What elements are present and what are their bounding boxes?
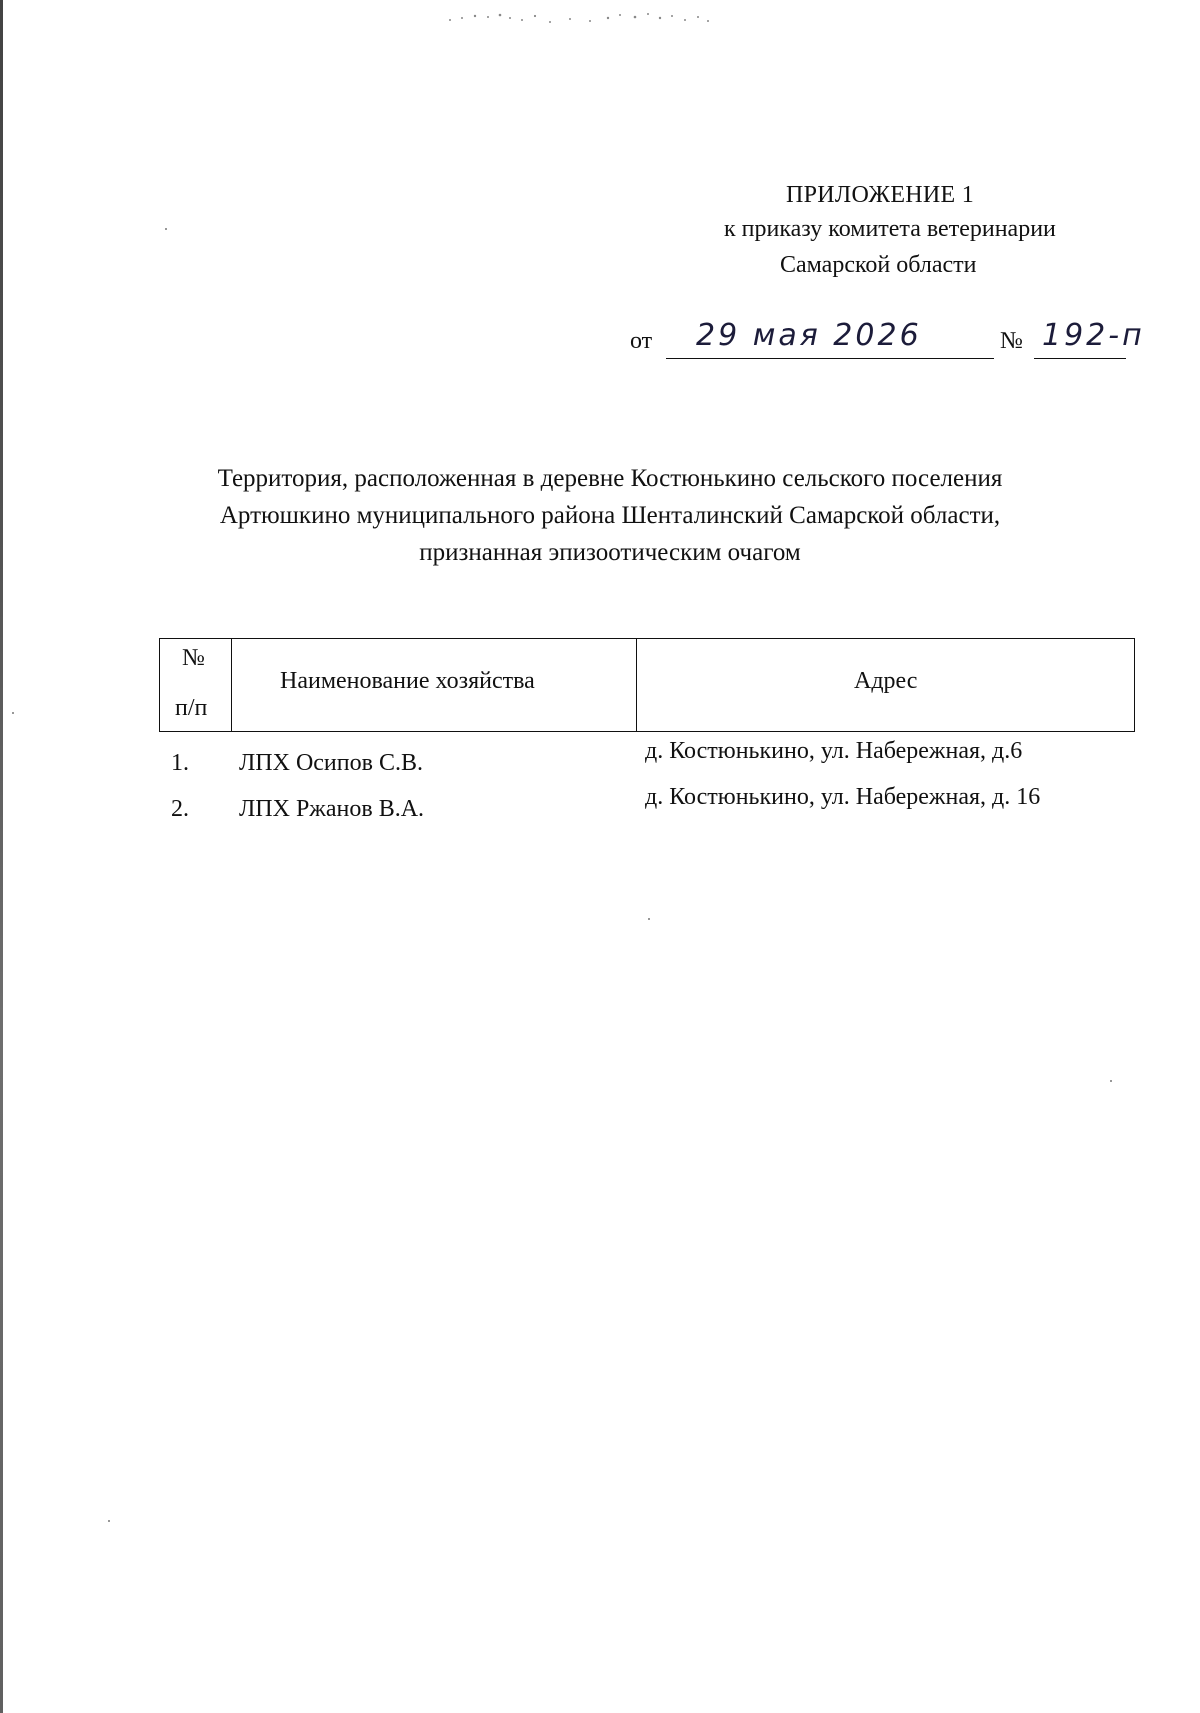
title-line: признанная эпизоотическим очагом [419,539,801,566]
handwritten-date: 29 мая 2026 [696,318,922,353]
title-line: Территория, расположенная в деревне Костюнькино сельского поселения [217,465,1003,492]
header-cell-address [637,639,1133,731]
date-label: от [630,328,653,354]
appendix-reference: к приказу комитета ветеринарии [724,216,1056,242]
scan-speck [108,1520,110,1522]
row-number: 1. [171,750,189,776]
header-cell-number [160,639,232,731]
scan-noise [440,6,720,32]
scan-left-edge [0,0,3,1713]
row-number: 2. [171,796,189,822]
handwritten-number: 192-п [1042,318,1145,353]
table-row [159,782,1135,828]
appendix-title: ПРИЛОЖЕНИЕ 1 [786,182,975,208]
row-farm-name: ЛПХ Осипов С.В. [239,750,423,776]
table-header [159,638,1135,732]
scan-speck [648,918,650,920]
date-underline [666,358,994,359]
header-number-abbr: п/п [175,695,208,721]
title-line: Артюшкино муниципального района Шенталинский Самарской области, [219,502,1001,529]
row-address: д. Костюнькино, ул. Набережная, д. 16 [645,784,1041,810]
number-underline [1034,358,1126,359]
number-label: № [1000,328,1023,354]
row-address: д. Костюнькино, ул. Набережная, д.6 [645,738,1023,764]
scan-speck [12,712,14,714]
scan-speck [165,228,167,230]
header-cell-name [232,639,637,731]
appendix-region: Самарской области [780,252,977,278]
header-name-label: Наименование хозяйства [280,668,535,694]
scan-speck [1110,1080,1112,1082]
header-address-label: Адрес [854,668,918,694]
order-date-number [630,318,1145,362]
header-number-sign: № [182,645,205,671]
document-title [120,460,1100,571]
row-farm-name: ЛПХ Ржанов В.А. [239,796,425,822]
table-row [159,736,1135,782]
